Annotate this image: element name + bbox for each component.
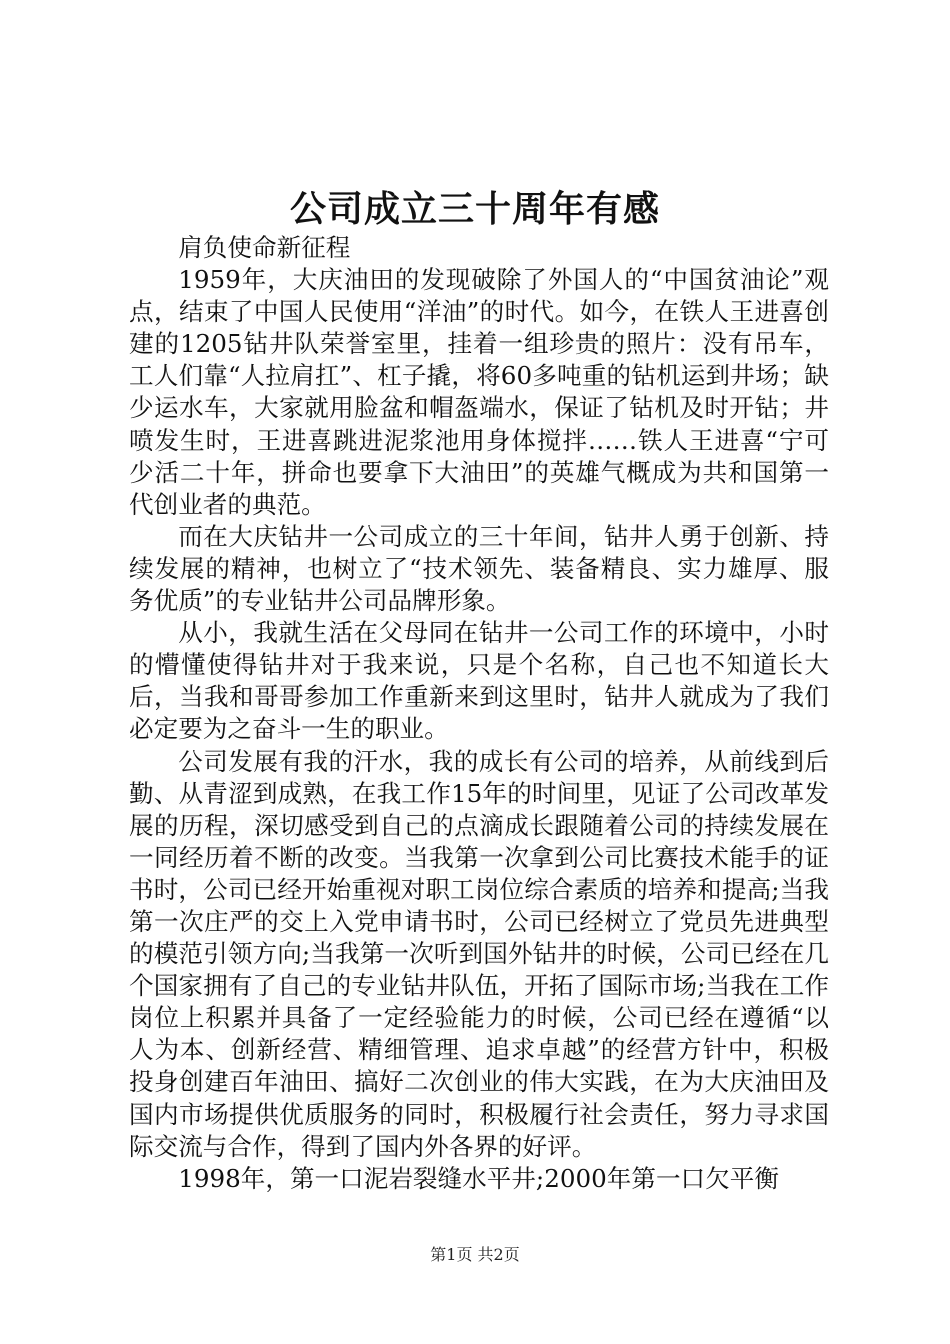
paragraph: 1959年，大庆油田的发现破除了外国人的“中国贫油论”观点，结束了中国人民使用“洋油”的时代。如今，在铁人王进喜创建的1205钻井队荣誉室里，挂着一组珍贵的照片：没有吊车，工人们靠“人拉肩扛”、杠子撬，将60多吨重的钻机运到井场；缺少运水车，大家就用脸盆和帽盔端水，保证了钻机及时开钻；井喷发生时，王进喜跳进泥浆池用身体搅拌……铁人王进喜“宁可少活二十年，拼命也要拿下大油田”的英雄气概成为共和国第一代创业者的典范。 [129,265,829,519]
paragraph: 而在大庆钻井一公司成立的三十年间，钻井人勇于创新、持续发展的精神，也树立了“技术领先、装备精良、实力雄厚、服务优质”的专业钻井公司品牌形象。 [129,521,829,616]
document-body [129,232,829,1195]
document-subtitle: 肩负使命新征程 [178,233,351,262]
paragraph: 公司发展有我的汗水，我的成长有公司的培养，从前线到后勤、从青涩到成熟，在我工作15年的时间里，见证了公司改革发展的历程，深切感受到自己的点滴成长跟随着公司的持续发展在一同经历着不断的改变。当我第一次拿到公司比赛技术能手的证书时，公司已经开始重视对职工岗位综合素质的培养和提高;当我第一次庄严的交上入党申请书时，公司已经树立了党员先进典型的模范引领方向;当我第一次听到国外钻井的时候，公司已经在几个国家拥有了自己的专业钻井队伍，开拓了国际市场;当我在工作岗位上积累并具备了一定经验能力的时候，公司已经在遵循“以人为本、创新经营、精细管理、追求卓越”的经营方针中，积极投身创建百年油田、搞好二次创业的伟大实践，在为大庆油田及国内市场提供优质服务的同时，积极履行社会责任，努力寻求国际交流与合作，得到了国内外各界的好评。 [129,746,829,1161]
page-number-footer: 第1页 共2页 [430,1245,520,1264]
document-title: 公司成立三十周年有感 [289,188,660,230]
paragraph: 1998年，第一口泥岩裂缝水平井;2000年第一口欠平衡 [178,1163,779,1193]
paragraph: 从小，我就生活在父母同在钻井一公司工作的环境中，小时的懵懂使得钻井对于我来说，只是个名称，自己也不知道长大后，当我和哥哥参加工作重新来到这里时，钻井人就成为了我们必定要为之奋斗一生的职业。 [129,618,829,744]
